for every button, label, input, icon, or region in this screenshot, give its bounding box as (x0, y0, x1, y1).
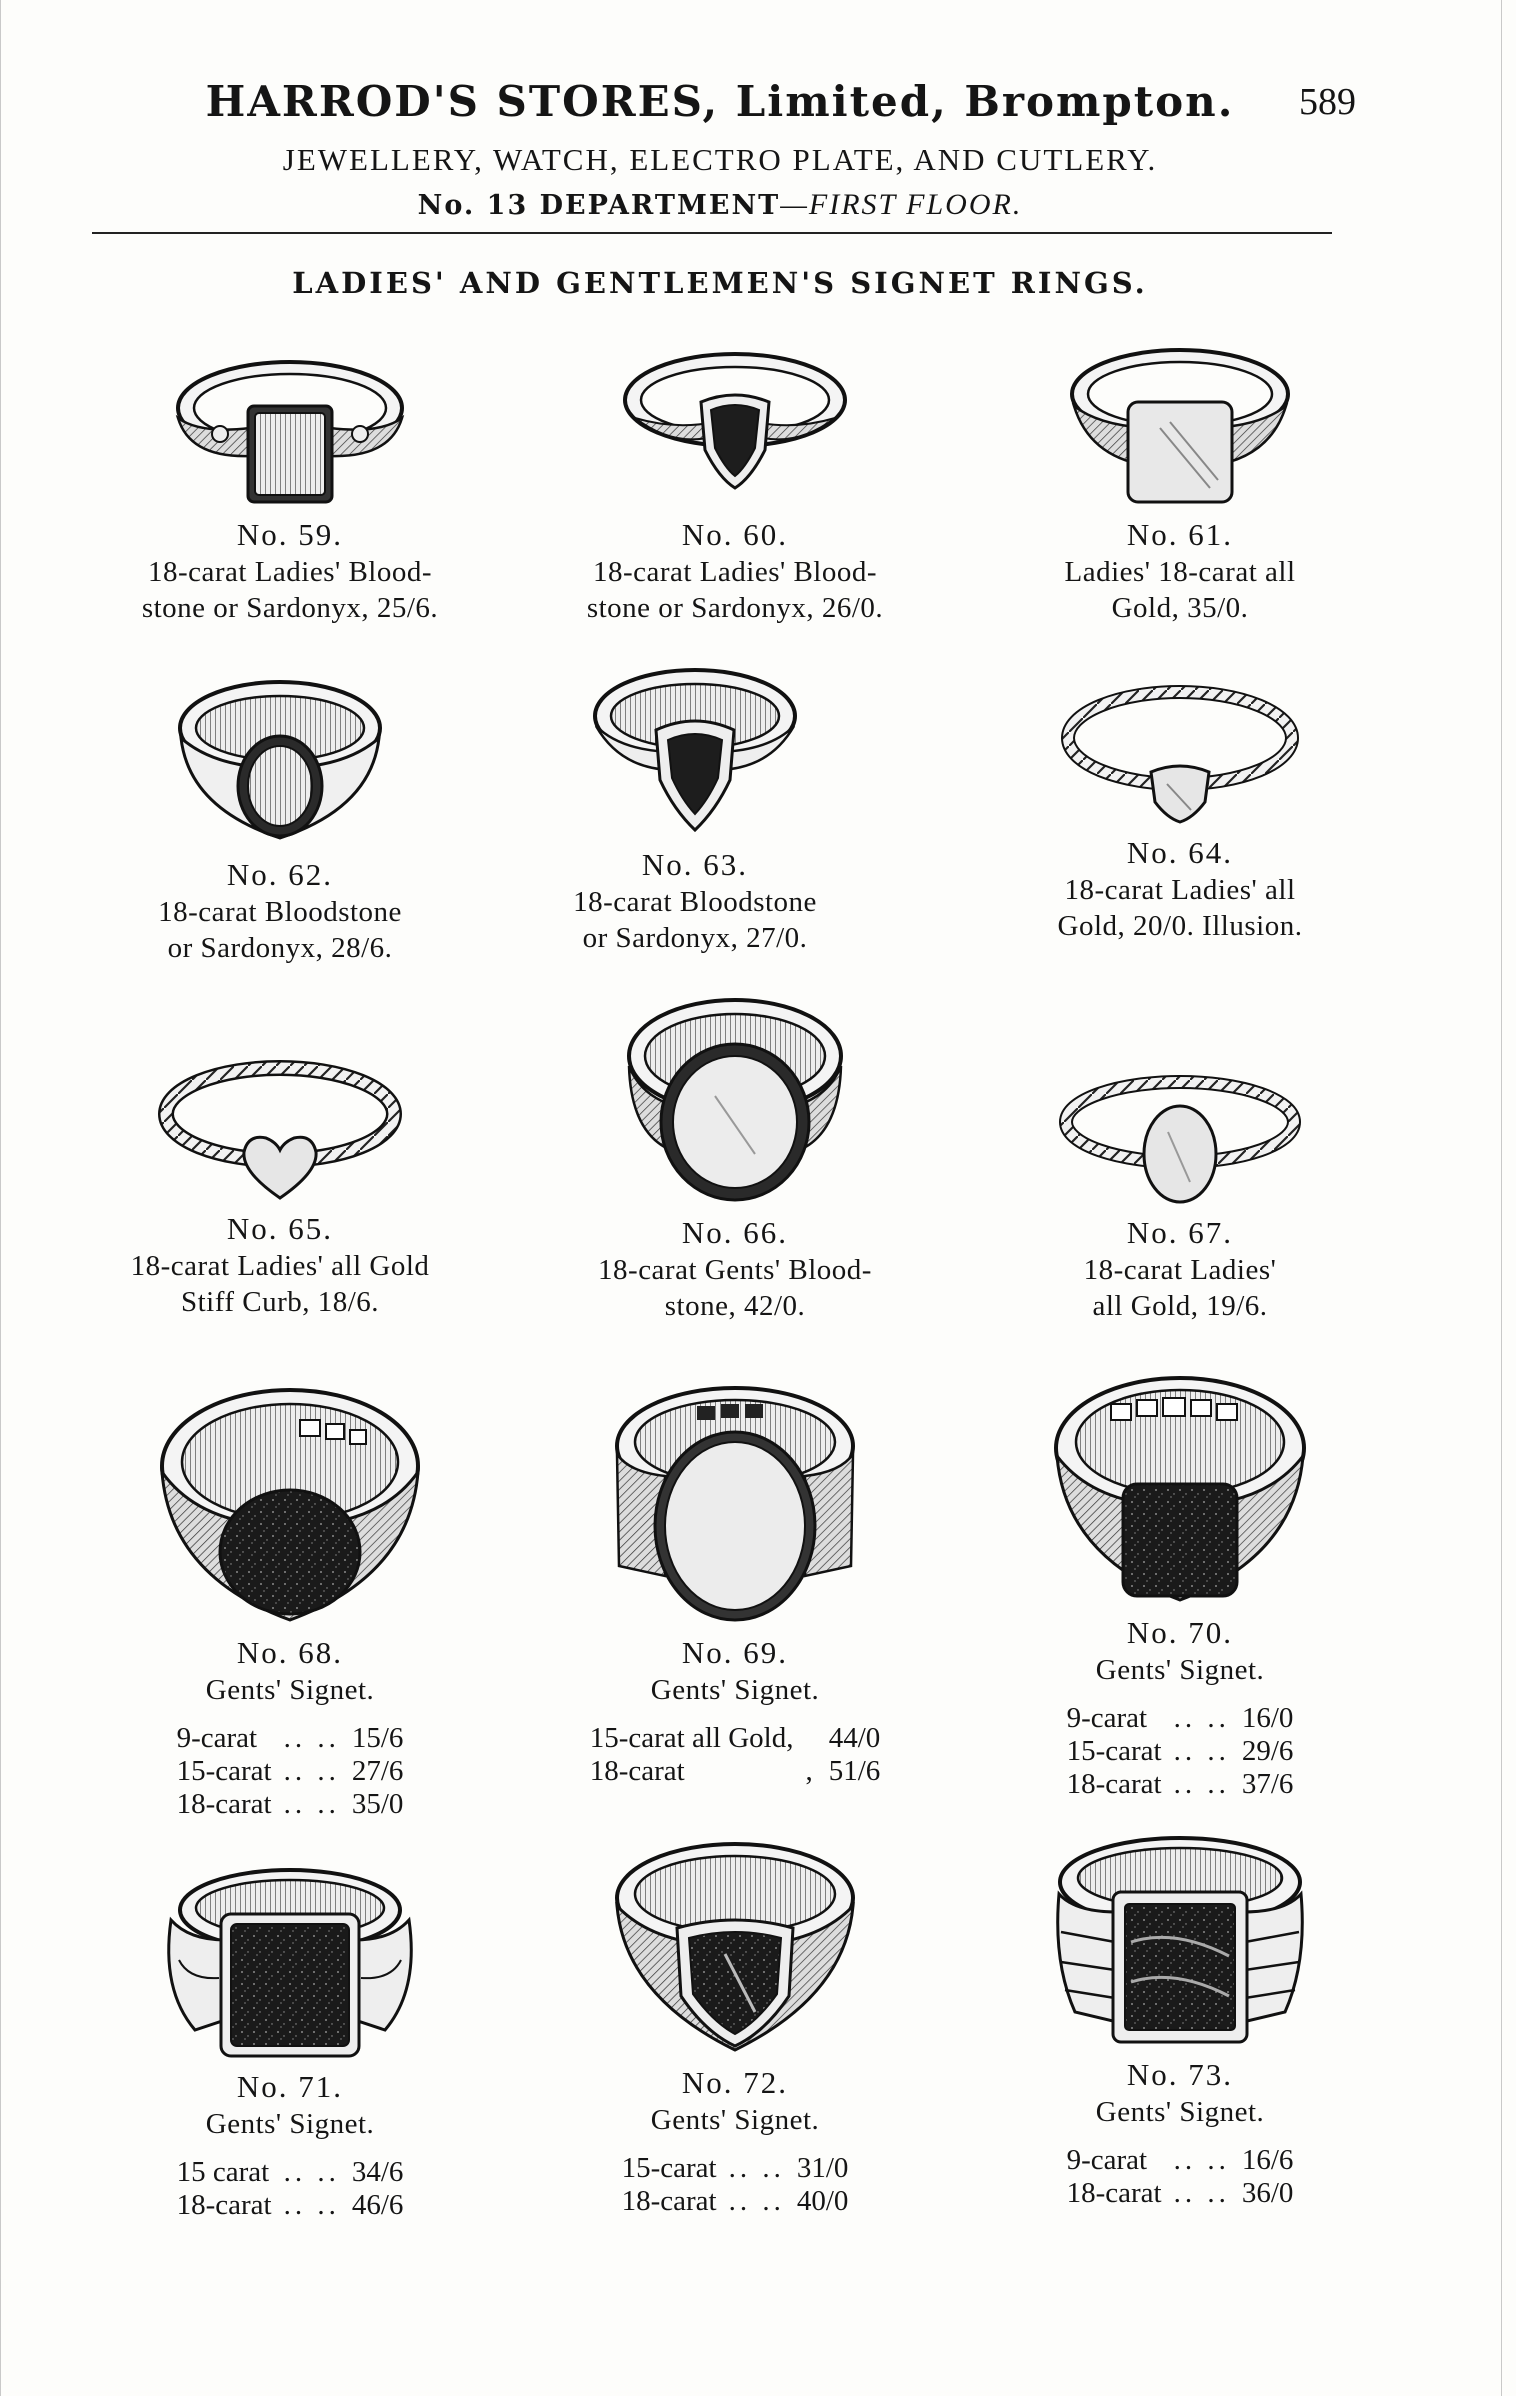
price-grade: 9-carat (1066, 2144, 1148, 2176)
ring-71-illustration (155, 1860, 425, 2060)
price-grade: 18-carat (589, 1755, 685, 1787)
item-number: No. 63. (641, 847, 749, 882)
price-row (1061, 1768, 1300, 1801)
price-leader: .. .. (283, 1788, 340, 1820)
catalogue-item-71 (70, 1860, 510, 2222)
price-row (616, 2152, 855, 2185)
item-number: No. 71. (236, 2069, 344, 2104)
price-list (1061, 2144, 1300, 2210)
item-number: No. 65. (226, 1211, 334, 1246)
ring-62-illustration (165, 668, 395, 848)
item-description-line: Gents' Signet. (205, 2108, 375, 2140)
price-grade: 18-carat (1066, 1768, 1162, 1800)
ring-64-illustration (1055, 676, 1305, 826)
price-leader: .. .. (1173, 2144, 1230, 2176)
ring-61-illustration (1050, 338, 1310, 508)
page-right-edge (1501, 0, 1502, 2396)
ring-65-illustration (150, 1052, 410, 1202)
item-number: No. 73. (1126, 2057, 1234, 2092)
item-description-line: 18-carat Bloodstone (573, 886, 817, 918)
item-description-line: 18-carat Gents' Blood- (598, 1254, 872, 1286)
price-grade: 9-carat (1066, 1702, 1148, 1734)
item-description-line: 18-carat Ladies' all (1064, 874, 1296, 906)
price-row (171, 1722, 410, 1755)
item-description-line: 18-carat Ladies' (1083, 1254, 1277, 1286)
price-row (1061, 1702, 1300, 1735)
price-leader: .. .. (283, 1722, 340, 1754)
item-description-line: 18-carat Ladies' Blood- (592, 556, 878, 588)
item-description-line: Ladies' 18-carat all (1064, 556, 1296, 588)
item-description-line: all Gold, 19/6. (1092, 1290, 1268, 1322)
price-row (171, 1788, 410, 1821)
item-description-line: Gents' Signet. (650, 1674, 820, 1706)
floor-label: —FIRST FLOOR. (780, 188, 1023, 221)
price-grade: 15-carat all Gold, (589, 1722, 794, 1754)
price-leader: .. .. (1173, 1768, 1230, 1800)
department-number: No. 13 DEPARTMENT (417, 190, 781, 221)
price-grade: 15-carat (1066, 1735, 1162, 1767)
catalogue-item-69 (515, 1376, 955, 1788)
price-list (584, 1722, 887, 1788)
ring-66-illustration (615, 986, 855, 1206)
price-value: 29/6 (1241, 1735, 1294, 1767)
store-name: HARROD'S STORES, Limited, Brompton. (205, 77, 1235, 126)
catalogue-item-70 (960, 1366, 1400, 1801)
catalogue-item-60 (515, 338, 955, 626)
price-value: 37/6 (1241, 1768, 1294, 1800)
price-grade: 15-carat (176, 1755, 272, 1787)
price-leader: .. .. (283, 2189, 340, 2221)
item-number: No. 66. (681, 1215, 789, 1250)
price-grade: 18-carat (1066, 2177, 1162, 2209)
item-number: No. 67. (1126, 1215, 1234, 1250)
page-number: 589 (1299, 81, 1356, 123)
price-list (171, 2156, 410, 2222)
catalogue-item-61 (960, 338, 1400, 626)
price-row (1061, 2144, 1300, 2177)
price-value: 46/6 (351, 2189, 404, 2221)
catalogue-item-67 (960, 1066, 1400, 1324)
price-row (1061, 2177, 1300, 2210)
price-list (616, 2152, 855, 2218)
price-leader: .. .. (283, 1755, 340, 1787)
catalogue-item-66 (515, 986, 955, 1324)
item-description-line: Gold, 35/0. (1111, 592, 1249, 624)
price-leader: , (805, 1755, 817, 1787)
item-number: No. 68. (236, 1635, 344, 1670)
item-number: No. 72. (681, 2065, 789, 2100)
ring-63-illustration (580, 658, 810, 838)
item-number: No. 59. (236, 517, 344, 552)
price-value: 16/0 (1241, 1702, 1294, 1734)
price-leader: .. .. (1173, 1702, 1230, 1734)
price-value: 40/0 (796, 2185, 849, 2217)
item-description-line: Gents' Signet. (1095, 1654, 1265, 1686)
item-description-line: Gents' Signet. (650, 2104, 820, 2136)
price-leader (799, 1722, 822, 1755)
price-value: 34/6 (351, 2156, 404, 2188)
store-name-line (90, 74, 1356, 130)
catalogue-item-73 (960, 1832, 1400, 2210)
price-value: 44/0 (828, 1722, 881, 1754)
item-number: No. 70. (1126, 1615, 1234, 1650)
section-title: LADIES' AND GENTLEMEN'S SIGNET RINGS. (292, 266, 1148, 300)
item-description-line: 18-carat Bloodstone (158, 896, 402, 928)
price-list (171, 1722, 410, 1821)
price-row (1061, 1735, 1300, 1768)
price-leader: .. .. (283, 2156, 340, 2188)
price-grade: 18-carat (176, 1788, 272, 1820)
header-rule (92, 232, 1332, 234)
item-description-line: Stiff Curb, 18/6. (180, 1286, 380, 1318)
catalogue-item-72 (515, 1836, 955, 2218)
ring-70-illustration (1045, 1366, 1315, 1606)
price-list (1061, 1702, 1300, 1801)
price-grade: 9-carat (176, 1722, 258, 1754)
item-description-line: stone or Sardonyx, 26/0. (586, 592, 884, 624)
price-leader: .. .. (728, 2185, 785, 2217)
ring-59-illustration (160, 338, 420, 508)
price-row (171, 2189, 410, 2222)
ring-68-illustration (150, 1376, 430, 1626)
ring-60-illustration (605, 338, 865, 508)
price-value: 31/0 (796, 2152, 849, 2184)
item-description-line: Gold, 20/0. Illusion. (1057, 910, 1303, 942)
price-value: 35/0 (351, 1788, 404, 1820)
item-description-line: 18-carat Ladies' Blood- (147, 556, 433, 588)
ring-72-illustration (605, 1836, 865, 2056)
department-line (90, 188, 1350, 222)
department-subtitle: JEWELLERY, WATCH, ELECTRO PLATE, AND CUTLERY. (282, 142, 1158, 177)
item-description-line: 18-carat Ladies' all Gold (130, 1250, 430, 1282)
page-header (90, 74, 1356, 222)
item-description-line: stone or Sardonyx, 25/6. (141, 592, 439, 624)
catalogue-item-59 (70, 338, 510, 626)
price-value: 51/6 (828, 1755, 881, 1787)
price-value: 15/6 (351, 1722, 404, 1754)
catalogue-item-62 (60, 668, 500, 966)
item-number: No. 60. (681, 517, 789, 552)
item-description-line: Gents' Signet. (1095, 2096, 1265, 2128)
price-grade: 15 carat (176, 2156, 270, 2188)
item-description-line: Gents' Signet. (205, 1674, 375, 1706)
price-leader: .. .. (1173, 1735, 1230, 1767)
price-grade: 18-carat (176, 2189, 272, 2221)
price-grade: 18-carat (621, 2185, 717, 2217)
item-number: No. 64. (1126, 835, 1234, 870)
catalogue-item-63 (475, 658, 915, 956)
item-description-line: stone, 42/0. (664, 1290, 806, 1322)
price-row (171, 1755, 410, 1788)
item-description-line: or Sardonyx, 28/6. (167, 932, 393, 964)
price-value: 27/6 (351, 1755, 404, 1787)
ring-69-illustration (605, 1376, 865, 1626)
catalogue-item-64 (960, 676, 1400, 944)
price-value: 16/6 (1241, 2144, 1294, 2176)
price-value: 36/0 (1241, 2177, 1294, 2209)
item-number: No. 61. (1126, 517, 1234, 552)
item-number: No. 69. (681, 1635, 789, 1670)
price-leader: .. .. (728, 2152, 785, 2184)
item-number: No. 62. (226, 857, 334, 892)
price-row (171, 2156, 410, 2189)
catalogue-item-68 (70, 1376, 510, 1821)
ring-73-illustration (1045, 1832, 1315, 2048)
catalogue-item-65 (60, 1052, 500, 1320)
page-left-edge (0, 0, 1, 2396)
price-row (584, 1755, 887, 1788)
ring-67-illustration (1050, 1066, 1310, 1206)
price-leader: .. .. (1173, 2177, 1230, 2209)
price-grade: 15-carat (621, 2152, 717, 2184)
price-row (584, 1722, 887, 1755)
item-description-line: or Sardonyx, 27/0. (582, 922, 808, 954)
price-row (616, 2185, 855, 2218)
